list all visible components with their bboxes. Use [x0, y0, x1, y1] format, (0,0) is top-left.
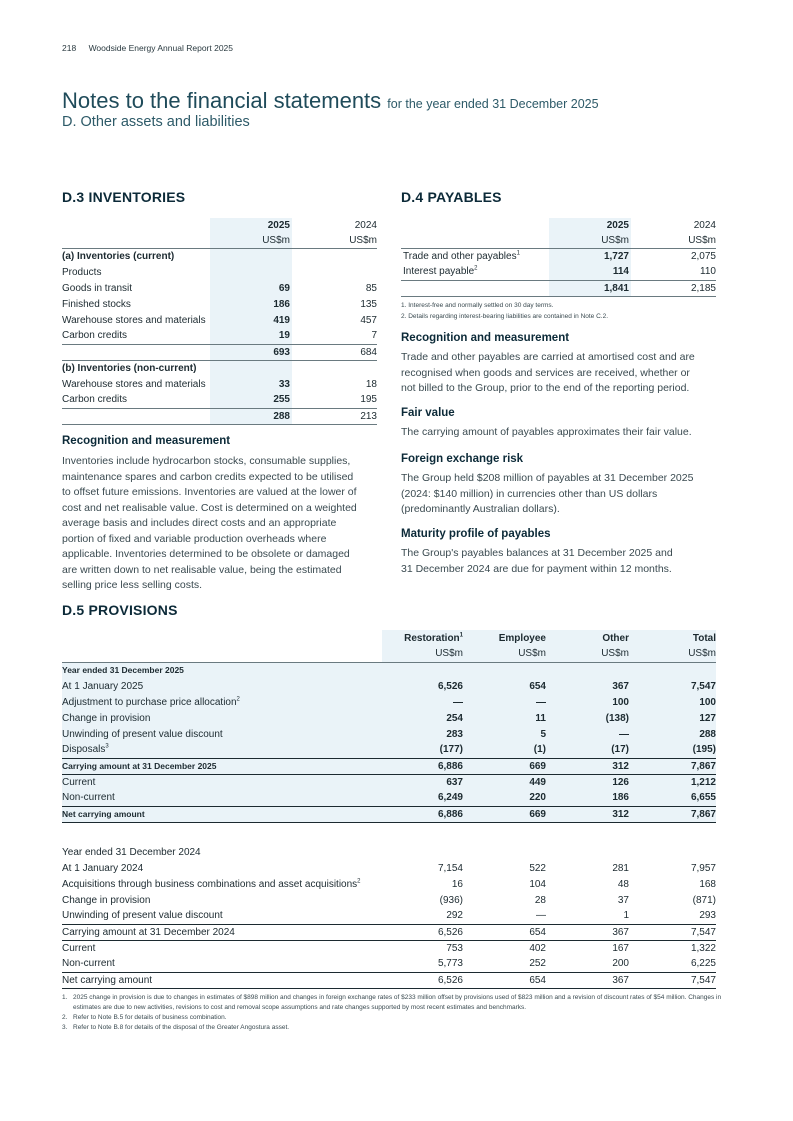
total-row: 1,841 2,185	[401, 280, 716, 296]
table-row: At 1 January 2025 6,526 654 367 7,547	[62, 678, 716, 694]
provisions-heading: D.5 PROVISIONS	[62, 602, 178, 618]
unit-2025: US$m	[549, 233, 631, 248]
net-row-2025: Net carrying amount 6,886 669 312 7,867	[62, 806, 716, 822]
unit-2025: US$m	[210, 233, 292, 248]
products-label: Products	[62, 266, 102, 278]
col-total: Total	[631, 630, 716, 646]
year-2025-label: Year ended 31 December 2025	[62, 662, 382, 678]
page-number: 218	[62, 43, 77, 53]
page-subtitle: D. Other assets and liabilities	[62, 114, 250, 130]
table-row: Change in provision 254 11 (138) 127	[62, 710, 716, 726]
col-2025: 2025	[549, 218, 631, 233]
inventories-noncurrent-label: (b) Inventories (non-current)	[62, 362, 197, 374]
col-2024: 2024	[354, 220, 377, 231]
table-row: Unwinding of present value discount 292 — 1 293	[62, 910, 716, 922]
table-row: Trade and other payables$^1$ 1,727 2,075	[401, 248, 716, 264]
unit-2024: US$m	[688, 234, 716, 246]
table-row: Warehouse stores and materials 419 457	[62, 312, 377, 328]
report-title: Woodside Energy Annual Report 2025	[88, 43, 234, 53]
total-row: 288 213	[62, 408, 377, 424]
payables-footnotes: 1. Interest-free and normally settled on 30 day terms. 2. Details regarding interest-bearing liabilities are contained in Note C.2.	[401, 302, 609, 320]
fx-risk-heading: Foreign exchange risk	[401, 453, 524, 465]
title-main: Notes to the financial statements	[62, 88, 382, 113]
carrying-row-2024: Carrying amount at 31 December 2024 6,526 654 367 7,547	[62, 924, 716, 940]
payables-recognition-text: Trade and other payables are carried at amortised cost and are recognised when goods and services are received, whether or not billed to the Group, prior to the end of the reporting period.	[401, 351, 695, 394]
year-2024-label: Year ended 31 December 2024	[62, 846, 201, 858]
title-suffix: for the year ended 31 December 2025	[387, 97, 599, 111]
table-row: Adjustment to purchase price allocation$^2$ — — 100 100	[62, 694, 716, 710]
total-row: 693 684	[62, 344, 377, 360]
table-row: Interest payable$^2$ 114 110	[401, 264, 716, 280]
payables-heading: D.4 PAYABLES	[401, 189, 502, 205]
table-row: Change in provision (936) 28 37 (871)	[62, 894, 716, 906]
table-row: Non-current 5,773 252 200 6,225	[62, 958, 716, 970]
table-row: Current 637 449 126 1,212	[62, 774, 716, 790]
page-title	[62, 88, 599, 114]
footnote: 3. Refer to Note B.8 for details of the disposal of the Greater Angostura asset.	[62, 1024, 290, 1031]
table-row: Acquisitions through business combinations and asset acquisitions$^2$ 16 104 48 168	[62, 878, 716, 890]
table-row: Unwinding of present value discount 283 5 — 288	[62, 726, 716, 742]
table-row: Warehouse stores and materials 33 18	[62, 376, 377, 392]
col-2024: 2024	[693, 220, 716, 231]
table-row: Non-current 6,249 220 186 6,655	[62, 790, 716, 806]
col-restoration: Restoration$^1$	[382, 630, 465, 646]
provisions-footnotes	[62, 993, 722, 1033]
col-other: Other	[548, 630, 631, 646]
unit-2024: US$m	[349, 234, 377, 246]
col-2025: 2025	[210, 218, 292, 233]
page-header	[62, 43, 233, 53]
footnote: 2. Refer to Note B.5 for details of business combination.	[62, 1014, 227, 1021]
table-row: Carbon credits 255 195	[62, 392, 377, 408]
inventories-recognition-text: Inventories include hydrocarbon stocks, consumable supplies, maintenance spares and carbon credits expected to be utilised to offset future emissions. Inventories are valued at the lower of cost and net realisable value. Cost is determined on a weighted average basis and includes direct costs and an appropriate portion of fixed and variable production overheads where applicable. Inventories determined to be obsolete or damaged are written down to net realisable value, being the estimated selling price less selling costs.	[62, 455, 357, 591]
maturity-heading: Maturity profile of payables	[401, 528, 551, 540]
provisions-table: Restoration$^1$ Employee Other Total US$m US$m US$m US$m Year ended 31 December 2025 At 1 January 2025 6,526 654 367 7,547 Adjustment to purchase price allocation$^2$ — — 100 100 Change in provision 254 11 (138) 127 Unwinding of present value discount 283 5 — 288 Disposals$^3$ (177) (1) (17) (195) Carrying amount at 31 December 2025 6,886 669 312 7,867 Current 637 449 126 1,212 Non-current 6,249 220 186 6,655 Net carrying amount 6,886 669 312 7,867 Year ended 31 December 2024 At 1 January 2024 7,154 522 281 7,957 Acquisitions through business combinations and asset acquisitions$^2$ 16 104 48 168 Change in provision (936) 28 37 (871) Unwinding of present value discount 292 — 1 293 Carrying amount at 31 December 2024 6,526 654 367 7,547 Current 753 402 167 1,322 Non-current 5,773 252 200 6,225 Net carrying amount 6,526 654 367 7,547	[62, 630, 716, 989]
payables-table	[401, 218, 716, 297]
maturity-text: The Group's payables balances at 31 December 2025 and 31 December 2024 are due for payment within 12 months.	[401, 547, 673, 575]
carrying-row-2025: Carrying amount at 31 December 2025 6,886 669 312 7,867	[62, 758, 716, 774]
inventories-heading: D.3 INVENTORIES	[62, 189, 186, 205]
inventories-table	[62, 218, 377, 425]
fair-value-heading: Fair value	[401, 407, 455, 419]
payables-recognition-heading: Recognition and measurement	[401, 332, 570, 344]
inventories-recognition-heading: Recognition and measurement	[62, 435, 231, 447]
table-row: Carbon credits 19 7	[62, 328, 377, 344]
table-row: At 1 January 2024 7,154 522 281 7,957	[62, 862, 716, 874]
table-row: Current 753 402 167 1,322	[62, 940, 716, 956]
table-row: Finished stocks 186 135	[62, 296, 377, 312]
table-row: Goods in transit 69 85	[62, 280, 377, 296]
table-row: Disposals$^3$ (177) (1) (17) (195)	[62, 742, 716, 758]
fx-risk-text: The Group held $208 million of payables at 31 December 2025 (2024: $140 million) in currencies other than US dollars (predominantly Australian dollars).	[401, 472, 694, 515]
col-employee: Employee	[465, 630, 548, 646]
footnote: 1. 2025 change in provision is due to changes in estimates of $898 million and changes in foreign exchange rates of $233 million offset by provisions used of $823 million and a revision of discount rates of $54 million. Changes in estimates are due to new activities, revisions to cost and removal scope assumptions and rate changes supported by most recent estimates and benchmarks.	[62, 994, 722, 1011]
net-row-2024: Net carrying amount 6,526 654 367 7,547	[62, 972, 716, 988]
inventories-current-label: (a) Inventories (current)	[62, 248, 210, 264]
fair-value-text: The carrying amount of payables approximates their fair value.	[401, 426, 692, 438]
